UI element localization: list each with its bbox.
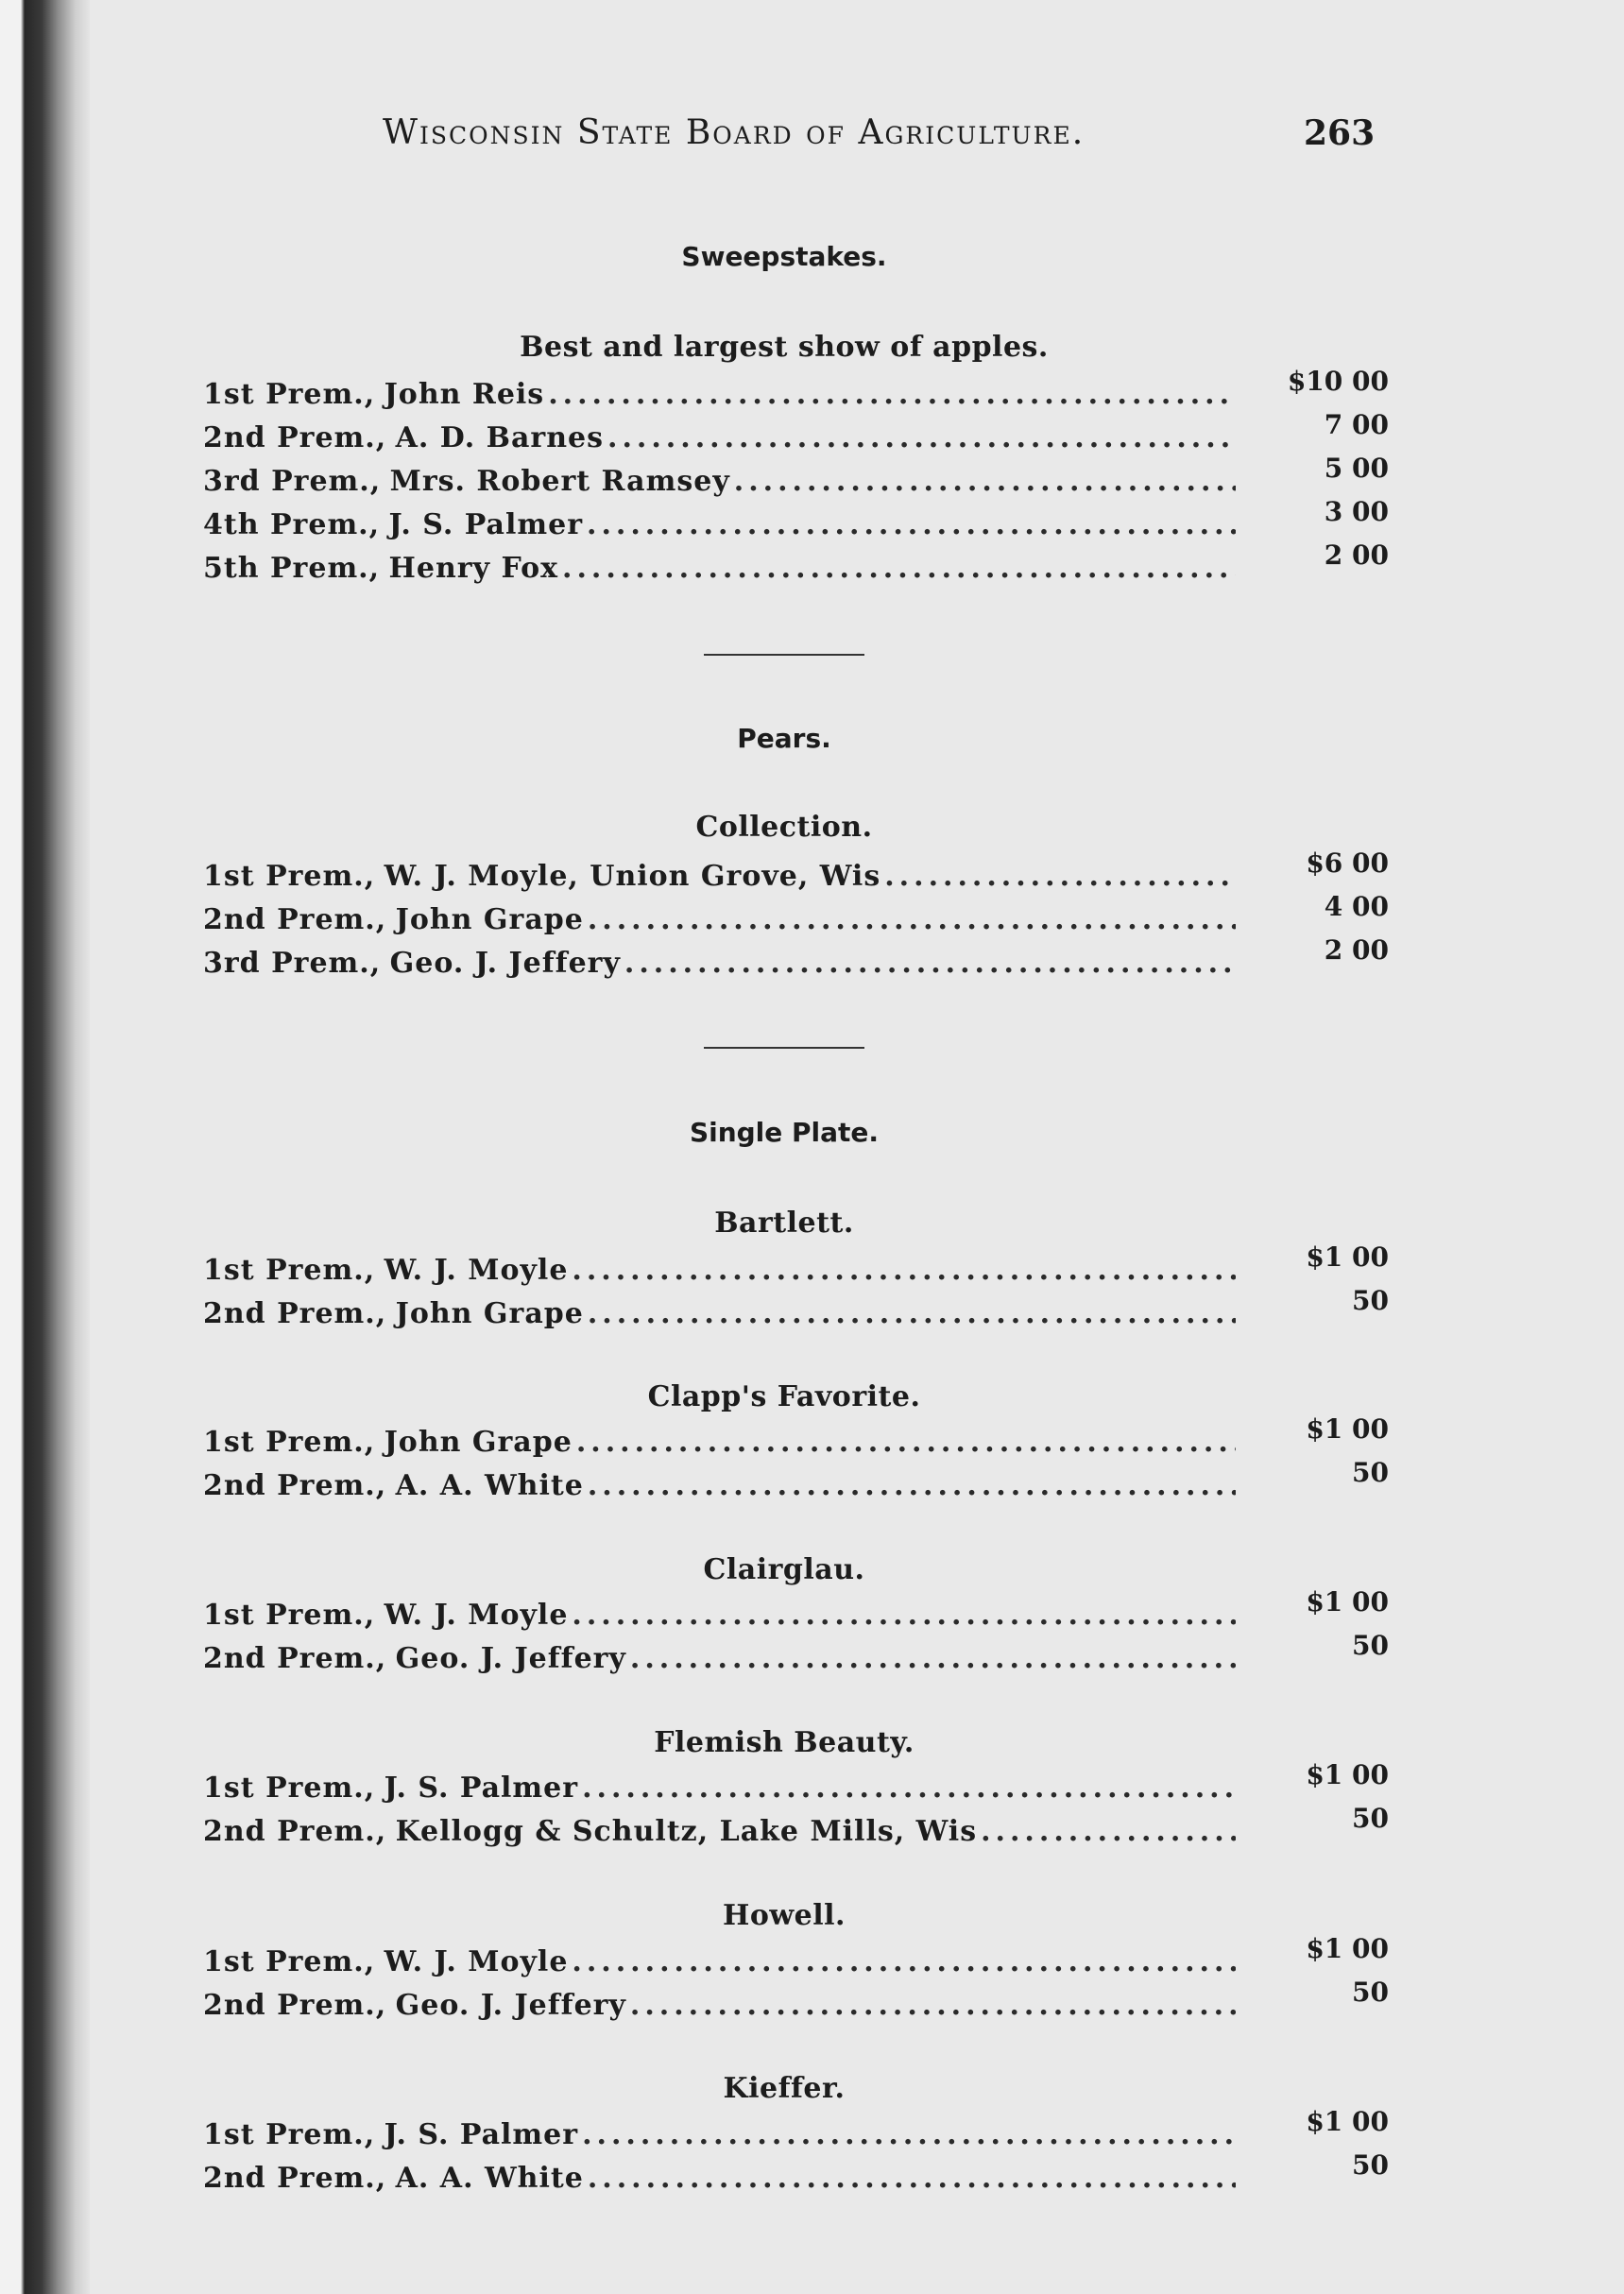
dot-leader xyxy=(572,1599,1236,1632)
premium-amount: 5 00 xyxy=(1324,453,1389,484)
premium-winner: Henry Fox xyxy=(388,552,559,585)
premium-winner: A. A. White xyxy=(395,2162,584,2195)
premium-place: 2nd Prem. xyxy=(203,903,376,936)
premium-winner: W. J. Moyle xyxy=(384,1945,569,1978)
premium-winner: John Grape xyxy=(395,903,584,936)
premium-place: 1st Prem. xyxy=(203,1254,365,1287)
premium-amount: $1 00 xyxy=(1306,2106,1389,2137)
dot-leader xyxy=(607,421,1236,454)
running-head xyxy=(189,113,1408,170)
premium-entry: 3rd Prem. , Mrs. Robert Ramsey ..... 5 00 xyxy=(203,465,1389,503)
premium-place: 2nd Prem. xyxy=(203,2162,376,2195)
dot-leader xyxy=(630,1989,1236,2022)
dot-leader xyxy=(562,552,1236,585)
premium-entry: 1st Prem. , John Grape ..... $1 00 xyxy=(203,1426,1389,1464)
dot-leader xyxy=(588,2162,1236,2195)
premium-winner: Geo. J. Jeffery xyxy=(389,947,621,980)
variety-heading: Howell. xyxy=(722,1899,846,1932)
premium-winner: J. S. Palmer xyxy=(384,1772,579,1805)
premium-entry: 2nd Prem. , Geo. J. Jeffery ..... 50 xyxy=(203,1642,1389,1680)
variety-heading: Clairglau. xyxy=(703,1553,865,1586)
premium-place: 5th Prem. xyxy=(203,552,369,585)
premium-amount: 50 xyxy=(1352,2149,1389,2181)
premium-entry: 5th Prem. , Henry Fox ..... 2 00 xyxy=(203,552,1389,590)
premium-entry: 2nd Prem. , John Grape ..... 50 xyxy=(203,1297,1389,1335)
premium-entry: 2nd Prem. , John Grape ..... 4 00 xyxy=(203,903,1389,941)
section-heading-pears: Pears. xyxy=(737,723,831,754)
premium-place: 4th Prem. xyxy=(203,508,369,541)
premium-winner: W. J. Moyle xyxy=(384,1254,569,1287)
dot-leader xyxy=(582,1772,1236,1805)
premium-place: 1st Prem. xyxy=(203,2118,365,2151)
premium-place: 3rd Prem. xyxy=(203,947,370,980)
premium-place: 1st Prem. xyxy=(203,1426,365,1459)
premium-winner: A. D. Barnes xyxy=(395,421,605,454)
premium-place: 1st Prem. xyxy=(203,1945,365,1978)
book-page xyxy=(189,0,1408,2294)
premium-amount: 50 xyxy=(1352,1285,1389,1316)
book-spine-shadow xyxy=(0,0,90,2294)
section-heading-sweepstakes: Sweepstakes. xyxy=(681,241,887,272)
dot-leader xyxy=(588,1297,1236,1330)
premium-winner: John Grape xyxy=(395,1297,584,1330)
premium-place: 2nd Prem. xyxy=(203,1989,376,2022)
premium-place: 2nd Prem. xyxy=(203,1469,376,1502)
premium-entry: 1st Prem. , W. J. Moyle ..... $1 00 xyxy=(203,1254,1389,1292)
premium-amount: 2 00 xyxy=(1324,934,1389,966)
premium-amount: $1 00 xyxy=(1306,1241,1389,1273)
variety-heading: Flemish Beauty. xyxy=(654,1726,915,1759)
page-number: 263 xyxy=(1304,113,1376,153)
premium-winner: Mrs. Robert Ramsey xyxy=(389,465,730,498)
dot-leader xyxy=(624,947,1236,980)
dot-leader xyxy=(587,508,1236,541)
premium-entry: 3rd Prem. , Geo. J. Jeffery ..... 2 00 xyxy=(203,947,1389,984)
premium-entry: 2nd Prem. , A. A. White ..... 50 xyxy=(203,1469,1389,1507)
dot-leader xyxy=(884,860,1236,893)
running-title: Wisconsin State Board of Agriculture. xyxy=(383,113,1086,152)
premium-amount: 50 xyxy=(1352,1803,1389,1834)
dot-leader xyxy=(981,1815,1236,1848)
premium-winner: J. S. Palmer xyxy=(384,2118,579,2151)
subheading-collection: Collection. xyxy=(695,811,873,844)
premium-entry: 1st Prem. , W. J. Moyle ..... $1 00 xyxy=(203,1599,1389,1636)
dot-leader xyxy=(572,1945,1236,1978)
dot-leader xyxy=(734,465,1236,498)
premium-place: 1st Prem. xyxy=(203,1772,365,1805)
premium-entry: 4th Prem. , J. S. Palmer ..... 3 00 xyxy=(203,508,1389,546)
dot-leader xyxy=(582,2118,1236,2151)
variety-heading: Kieffer. xyxy=(723,2072,846,2105)
premium-place: 3rd Prem. xyxy=(203,465,370,498)
premium-amount: 50 xyxy=(1352,1630,1389,1661)
section-divider xyxy=(704,1047,864,1049)
section-heading-single-plate: Single Plate. xyxy=(689,1117,880,1148)
premium-amount: 3 00 xyxy=(1324,496,1389,527)
premium-amount: $6 00 xyxy=(1306,847,1389,879)
dot-leader xyxy=(588,1469,1236,1502)
dot-leader xyxy=(572,1254,1236,1287)
dot-leader xyxy=(588,903,1236,936)
variety-heading: Bartlett. xyxy=(714,1207,854,1240)
premium-amount: 2 00 xyxy=(1324,539,1389,571)
premium-winner: J. S. Palmer xyxy=(388,508,583,541)
premium-amount: $10 00 xyxy=(1287,366,1389,397)
premium-winner: W. J. Moyle xyxy=(384,1599,569,1632)
variety-heading: Clapp's Favorite. xyxy=(647,1380,921,1413)
premium-entry: 2nd Prem. , Kellogg & Schultz, Lake Mills, Wis ..... 50 xyxy=(203,1815,1389,1853)
premium-place: 1st Prem. xyxy=(203,1599,365,1632)
premium-place: 1st Prem. xyxy=(203,860,365,893)
premium-amount: $1 00 xyxy=(1306,1759,1389,1790)
premium-winner: John Reis xyxy=(384,378,545,411)
premium-entry: 2nd Prem. , A. A. White ..... 50 xyxy=(203,2162,1389,2200)
premium-winner: W. J. Moyle, Union Grove, Wis xyxy=(384,860,881,893)
premium-entry: 2nd Prem. , Geo. J. Jeffery ..... 50 xyxy=(203,1989,1389,2027)
premium-winner: John Grape xyxy=(384,1426,573,1459)
dot-leader xyxy=(576,1426,1236,1459)
premium-amount: 50 xyxy=(1352,1977,1389,2008)
premium-winner: Kellogg & Schultz, Lake Mills, Wis xyxy=(395,1815,978,1848)
premium-entry: 1st Prem. , W. J. Moyle, Union Grove, Wis ..... $6 00 xyxy=(203,860,1389,898)
premium-amount: 4 00 xyxy=(1324,891,1389,922)
dot-leader xyxy=(548,378,1236,411)
premium-winner: Geo. J. Jeffery xyxy=(395,1989,626,2022)
premium-entry: 1st Prem. , John Reis ..... $10 00 xyxy=(203,378,1389,416)
premium-winner: Geo. J. Jeffery xyxy=(395,1642,626,1675)
premium-amount: $1 00 xyxy=(1306,1933,1389,1964)
premium-amount: $1 00 xyxy=(1306,1413,1389,1445)
premium-amount: 7 00 xyxy=(1324,409,1389,440)
premium-entry: 2nd Prem. , A. D. Barnes ..... 7 00 xyxy=(203,421,1389,459)
premium-place: 2nd Prem. xyxy=(203,1642,376,1675)
premium-place: 2nd Prem. xyxy=(203,421,376,454)
premium-place: 1st Prem. xyxy=(203,378,365,411)
subheading-apples: Best and largest show of apples. xyxy=(520,331,1049,364)
premium-entry: 1st Prem. , J. S. Palmer ..... $1 00 xyxy=(203,1772,1389,1809)
premium-winner: A. A. White xyxy=(395,1469,584,1502)
premium-amount: 50 xyxy=(1352,1457,1389,1488)
premium-place: 2nd Prem. xyxy=(203,1815,376,1848)
premium-entry: 1st Prem. , J. S. Palmer ..... $1 00 xyxy=(203,2118,1389,2156)
premium-entry: 1st Prem. , W. J. Moyle ..... $1 00 xyxy=(203,1945,1389,1983)
section-divider xyxy=(704,654,864,656)
premium-amount: $1 00 xyxy=(1306,1586,1389,1618)
premium-place: 2nd Prem. xyxy=(203,1297,376,1330)
dot-leader xyxy=(630,1642,1236,1675)
